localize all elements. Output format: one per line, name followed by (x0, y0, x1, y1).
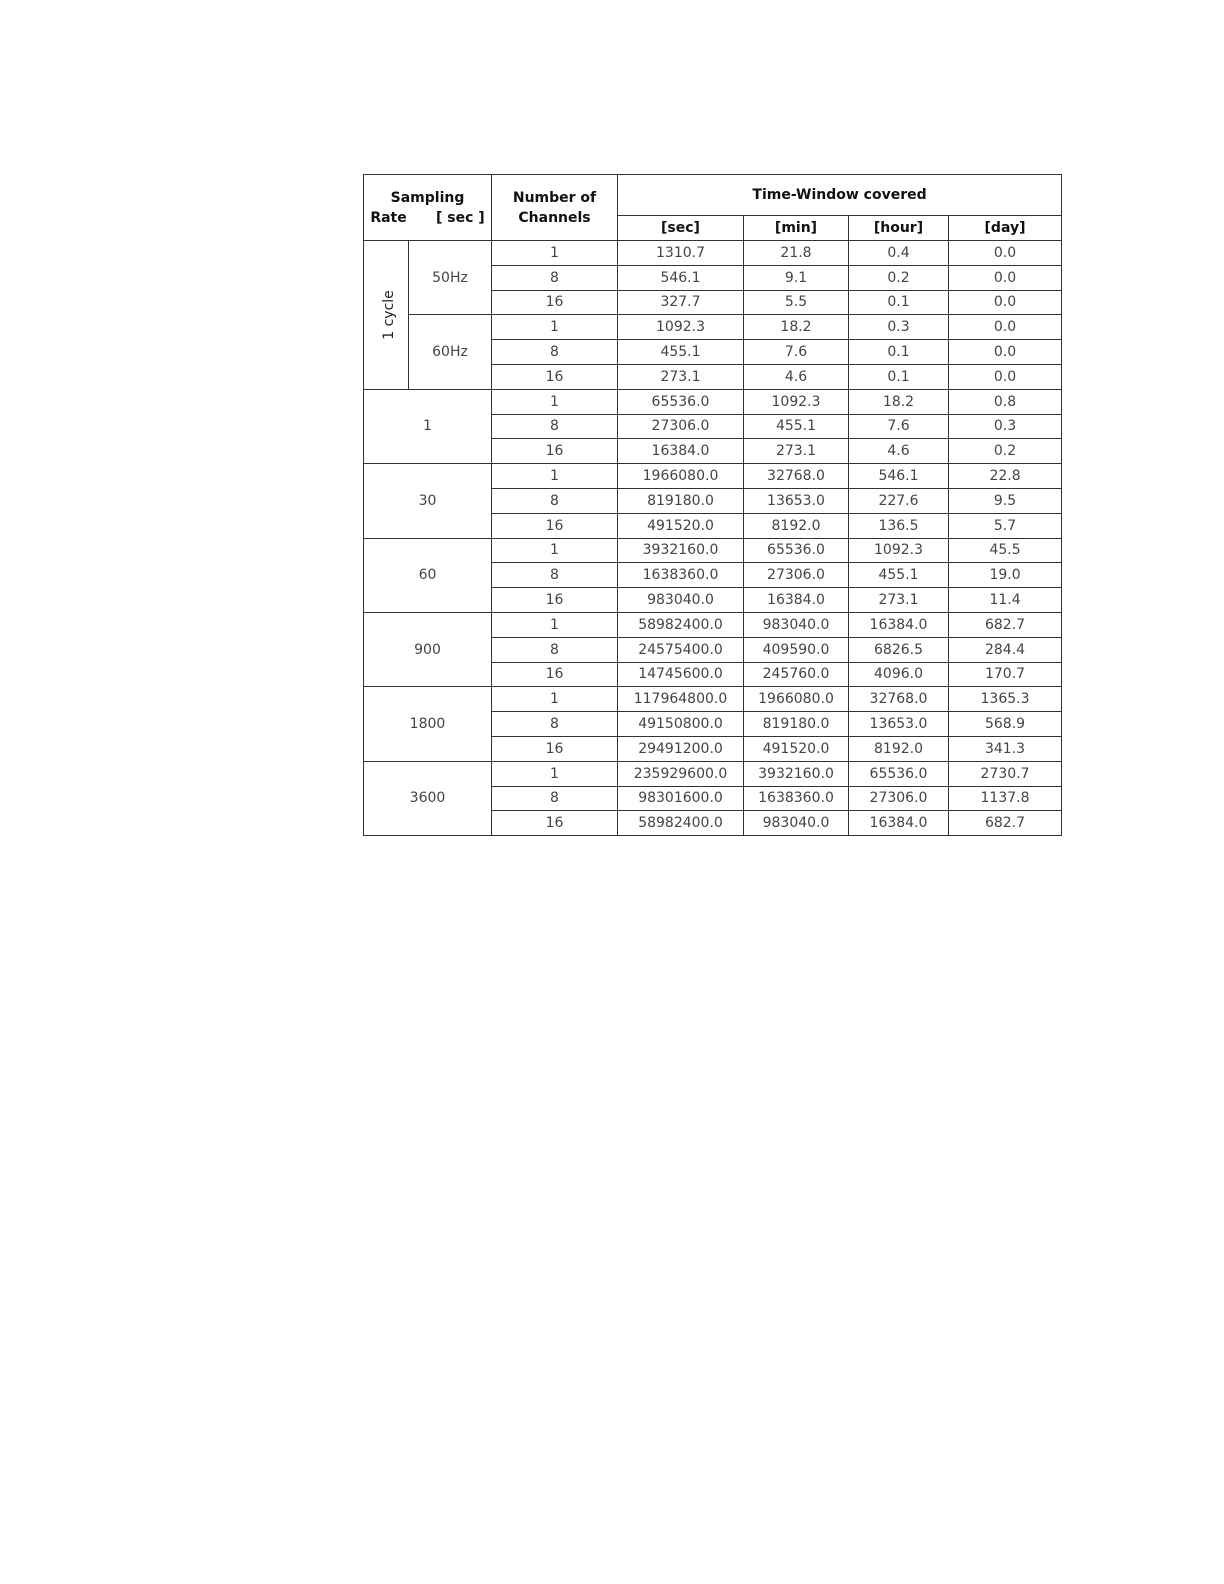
table-row (364, 315, 1062, 340)
channels-cell: 16 (492, 513, 618, 538)
table-row (364, 761, 1062, 786)
sec-cell: 1310.7 (618, 241, 744, 266)
day-cell: 341.3 (949, 736, 1062, 761)
sampling-rate-cell: 50Hz (409, 241, 492, 315)
min-cell: 1638360.0 (744, 786, 849, 811)
channels-cell: 8 (492, 712, 618, 737)
hour-cell: 546.1 (849, 464, 949, 489)
min-cell: 409590.0 (744, 637, 849, 662)
sampling-rate-header-line2: Rate [ sec ] (370, 209, 485, 226)
sec-cell: 273.1 (618, 364, 744, 389)
table-header (364, 175, 1062, 241)
hour-cell: 6826.5 (849, 637, 949, 662)
hour-cell: 65536.0 (849, 761, 949, 786)
day-cell: 568.9 (949, 712, 1062, 737)
sec-cell: 58982400.0 (618, 612, 744, 637)
sec-cell: 29491200.0 (618, 736, 744, 761)
day-cell: 19.0 (949, 563, 1062, 588)
day-cell: 0.0 (949, 364, 1062, 389)
channels-cell: 8 (492, 786, 618, 811)
hour-cell: 16384.0 (849, 612, 949, 637)
hour-cell: 0.2 (849, 265, 949, 290)
hour-cell: 8192.0 (849, 736, 949, 761)
time-window-table (363, 174, 1062, 836)
day-cell: 1137.8 (949, 786, 1062, 811)
sec-cell: 65536.0 (618, 389, 744, 414)
sec-cell: 49150800.0 (618, 712, 744, 737)
channels-cell: 1 (492, 315, 618, 340)
hour-cell: 136.5 (849, 513, 949, 538)
sampling-rate-cell: 30 (364, 464, 492, 538)
day-cell: 0.0 (949, 340, 1062, 365)
channels-cell: 1 (492, 389, 618, 414)
channels-cell: 1 (492, 687, 618, 712)
table-row (364, 389, 1062, 414)
sec-cell: 491520.0 (618, 513, 744, 538)
hour-cell: 455.1 (849, 563, 949, 588)
hour-cell: 0.1 (849, 340, 949, 365)
day-cell: 0.2 (949, 439, 1062, 464)
unit-header-min: [min] (744, 216, 849, 241)
cycle-group-label (364, 241, 409, 390)
day-cell: 5.7 (949, 513, 1062, 538)
day-cell: 0.0 (949, 265, 1062, 290)
channels-cell: 1 (492, 612, 618, 637)
min-cell: 983040.0 (744, 811, 849, 836)
channels-cell: 16 (492, 439, 618, 464)
day-cell: 682.7 (949, 811, 1062, 836)
min-cell: 7.6 (744, 340, 849, 365)
sampling-rate-cell: 1800 (364, 687, 492, 761)
hour-cell: 27306.0 (849, 786, 949, 811)
sec-cell: 327.7 (618, 290, 744, 315)
min-cell: 32768.0 (744, 464, 849, 489)
day-cell: 1365.3 (949, 687, 1062, 712)
sec-cell: 455.1 (618, 340, 744, 365)
hour-cell: 1092.3 (849, 538, 949, 563)
min-cell: 273.1 (744, 439, 849, 464)
unit-header-hour: [hour] (849, 216, 949, 241)
hour-cell: 32768.0 (849, 687, 949, 712)
table-row (364, 538, 1062, 563)
sec-cell: 983040.0 (618, 588, 744, 613)
min-cell: 1092.3 (744, 389, 849, 414)
sec-cell: 1638360.0 (618, 563, 744, 588)
hour-cell: 13653.0 (849, 712, 949, 737)
day-cell: 0.8 (949, 389, 1062, 414)
time-window-header: Time-Window covered (618, 175, 1062, 216)
channels-cell: 8 (492, 414, 618, 439)
sampling-rate-header-line1: Sampling (390, 189, 465, 206)
hour-cell: 0.1 (849, 364, 949, 389)
min-cell: 27306.0 (744, 563, 849, 588)
channels-cell: 16 (492, 364, 618, 389)
sec-cell: 819180.0 (618, 488, 744, 513)
day-cell: 45.5 (949, 538, 1062, 563)
min-cell: 18.2 (744, 315, 849, 340)
min-cell: 5.5 (744, 290, 849, 315)
channels-cell: 8 (492, 265, 618, 290)
sampling-rate-cell: 1 (364, 389, 492, 463)
channels-cell: 1 (492, 761, 618, 786)
min-cell: 9.1 (744, 265, 849, 290)
table-row (364, 612, 1062, 637)
channels-header (492, 175, 618, 241)
sec-cell: 1966080.0 (618, 464, 744, 489)
hour-cell: 18.2 (849, 389, 949, 414)
sec-cell: 117964800.0 (618, 687, 744, 712)
hour-cell: 227.6 (849, 488, 949, 513)
min-cell: 4.6 (744, 364, 849, 389)
sec-cell: 546.1 (618, 265, 744, 290)
day-cell: 284.4 (949, 637, 1062, 662)
sec-cell: 16384.0 (618, 439, 744, 464)
sec-cell: 14745600.0 (618, 662, 744, 687)
unit-header-day: [day] (949, 216, 1062, 241)
day-cell: 0.0 (949, 241, 1062, 266)
channels-header-line1: Number of (512, 189, 597, 206)
hour-cell: 0.3 (849, 315, 949, 340)
unit-header-sec: [sec] (618, 216, 744, 241)
sampling-rate-header (364, 175, 492, 241)
day-cell: 682.7 (949, 612, 1062, 637)
day-cell: 22.8 (949, 464, 1062, 489)
min-cell: 1966080.0 (744, 687, 849, 712)
sec-cell: 27306.0 (618, 414, 744, 439)
sampling-rate-cell: 900 (364, 612, 492, 686)
hour-cell: 4.6 (849, 439, 949, 464)
hour-cell: 7.6 (849, 414, 949, 439)
sec-cell: 3932160.0 (618, 538, 744, 563)
sampling-rate-cell: 60Hz (409, 315, 492, 389)
sampling-rate-cell: 3600 (364, 761, 492, 835)
channels-cell: 1 (492, 241, 618, 266)
channels-cell: 16 (492, 811, 618, 836)
min-cell: 13653.0 (744, 488, 849, 513)
hour-cell: 4096.0 (849, 662, 949, 687)
min-cell: 21.8 (744, 241, 849, 266)
channels-cell: 16 (492, 290, 618, 315)
hour-cell: 273.1 (849, 588, 949, 613)
day-cell: 0.0 (949, 290, 1062, 315)
channels-cell: 16 (492, 662, 618, 687)
min-cell: 8192.0 (744, 513, 849, 538)
channels-cell: 16 (492, 588, 618, 613)
day-cell: 2730.7 (949, 761, 1062, 786)
channels-cell: 8 (492, 563, 618, 588)
table-row (364, 687, 1062, 712)
channels-cell: 1 (492, 538, 618, 563)
table-row (364, 464, 1062, 489)
min-cell: 245760.0 (744, 662, 849, 687)
channels-cell: 8 (492, 488, 618, 513)
min-cell: 983040.0 (744, 612, 849, 637)
cycle-label-text: 1 cycle (380, 290, 397, 340)
hour-cell: 0.4 (849, 241, 949, 266)
table-row (364, 241, 1062, 266)
min-cell: 3932160.0 (744, 761, 849, 786)
min-cell: 819180.0 (744, 712, 849, 737)
day-cell: 0.0 (949, 315, 1062, 340)
channels-header-line2: Channels (518, 209, 591, 226)
channels-cell: 8 (492, 637, 618, 662)
sec-cell: 24575400.0 (618, 637, 744, 662)
sec-cell: 58982400.0 (618, 811, 744, 836)
day-cell: 170.7 (949, 662, 1062, 687)
hour-cell: 0.1 (849, 290, 949, 315)
sampling-rate-cell: 60 (364, 538, 492, 612)
channels-cell: 1 (492, 464, 618, 489)
sec-cell: 1092.3 (618, 315, 744, 340)
sec-cell: 235929600.0 (618, 761, 744, 786)
min-cell: 16384.0 (744, 588, 849, 613)
min-cell: 491520.0 (744, 736, 849, 761)
day-cell: 0.3 (949, 414, 1062, 439)
hour-cell: 16384.0 (849, 811, 949, 836)
min-cell: 455.1 (744, 414, 849, 439)
day-cell: 11.4 (949, 588, 1062, 613)
sec-cell: 98301600.0 (618, 786, 744, 811)
channels-cell: 16 (492, 736, 618, 761)
table-body (364, 241, 1062, 836)
day-cell: 9.5 (949, 488, 1062, 513)
min-cell: 65536.0 (744, 538, 849, 563)
channels-cell: 8 (492, 340, 618, 365)
